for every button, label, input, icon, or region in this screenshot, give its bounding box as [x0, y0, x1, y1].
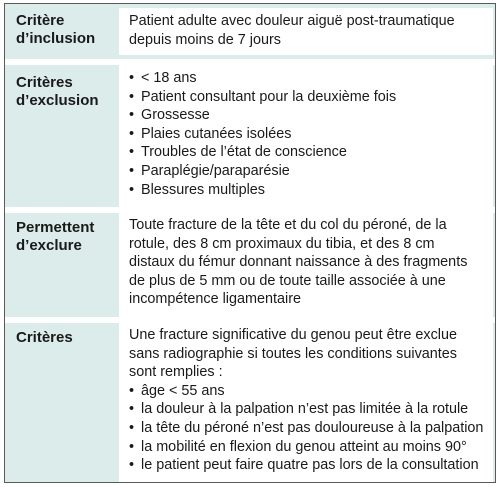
bullet-icon: •: [129, 401, 135, 418]
row-content: [119, 213, 493, 317]
row-exclusion: [5, 59, 495, 207]
list-item: • Patient consultant pour la deuxième fois: [129, 88, 397, 105]
label-line: d’exclusion: [16, 92, 99, 109]
text-line: Une fracture significative du genou peut être exclue: [129, 327, 457, 343]
list-item: • Blessures multiples: [129, 181, 265, 198]
text-line: incompétence ligamentaire: [129, 291, 301, 308]
bullet-icon: •: [129, 181, 135, 198]
row-label: [5, 219, 118, 255]
text-line: distaux du fémur donnant naissance à des fragments: [129, 254, 468, 271]
text-line: Patient adulte avec douleur aiguë post-traumatique: [129, 13, 455, 29]
conditions-list: [129, 382, 487, 475]
bullet-icon: •: [129, 382, 135, 399]
list-item: • Troubles de l’état de conscience: [129, 144, 347, 161]
bullet-icon: •: [129, 438, 135, 455]
row-criteres: [5, 317, 495, 482]
text-line: depuis moins de 7 jours: [129, 31, 281, 48]
exclusion-list: [129, 69, 487, 199]
criteria-table: [4, 3, 496, 483]
bullet-icon: •: [129, 419, 135, 436]
row-content: [119, 323, 493, 482]
bullet-icon: •: [129, 88, 135, 105]
label-line: d’inclusion: [16, 30, 96, 47]
list-item: • la douleur à la palpation n’est pas limitée à la rotule: [129, 401, 469, 418]
row-content: [119, 8, 493, 55]
row-permettent: [5, 207, 495, 317]
bullet-icon: •: [129, 70, 135, 86]
row-label: [5, 329, 118, 347]
text-line: de plus de 5 mm ou de toute taille associée à une: [129, 272, 446, 289]
list-item: • la mobilité en flexion du genou atteint au moins 90°: [129, 438, 467, 455]
list-item: • le patient peut faire quatre pas lors de la consultation: [129, 457, 479, 474]
label-line: d’exclure: [16, 237, 82, 254]
text-line: rotule, des 8 cm proximaux du tibia, et des 8 cm: [129, 235, 435, 252]
label-line: Permettent: [16, 219, 95, 236]
bullet-icon: •: [129, 144, 135, 161]
row-label: [5, 74, 118, 110]
label-line: Critères: [16, 74, 73, 91]
label-line: Critère: [16, 12, 65, 29]
bullet-icon: •: [129, 457, 135, 474]
list-item: • la tête du péroné n’est pas douloureuse à la palpation: [129, 419, 484, 436]
row-inclusion: [5, 4, 495, 59]
list-item: • < 18 ans: [129, 70, 197, 86]
text-line: sont remplies :: [129, 364, 223, 381]
row-content: [119, 65, 493, 207]
label-line: Critères: [16, 329, 73, 346]
row-label: [5, 12, 118, 48]
bullet-icon: •: [129, 125, 135, 142]
list-item: • Grossesse: [129, 107, 210, 124]
text-line: sans radiographie si toutes les conditions suivantes: [129, 345, 457, 362]
bullet-icon: •: [129, 162, 135, 179]
bullet-icon: •: [129, 107, 135, 124]
list-item: • Plaies cutanées isolées: [129, 125, 292, 142]
list-item: • âge < 55 ans: [129, 382, 225, 399]
list-item: • Paraplégie/paraparésie: [129, 162, 290, 179]
text-line: Toute fracture de la tête et du col du péroné, de la: [129, 217, 447, 233]
